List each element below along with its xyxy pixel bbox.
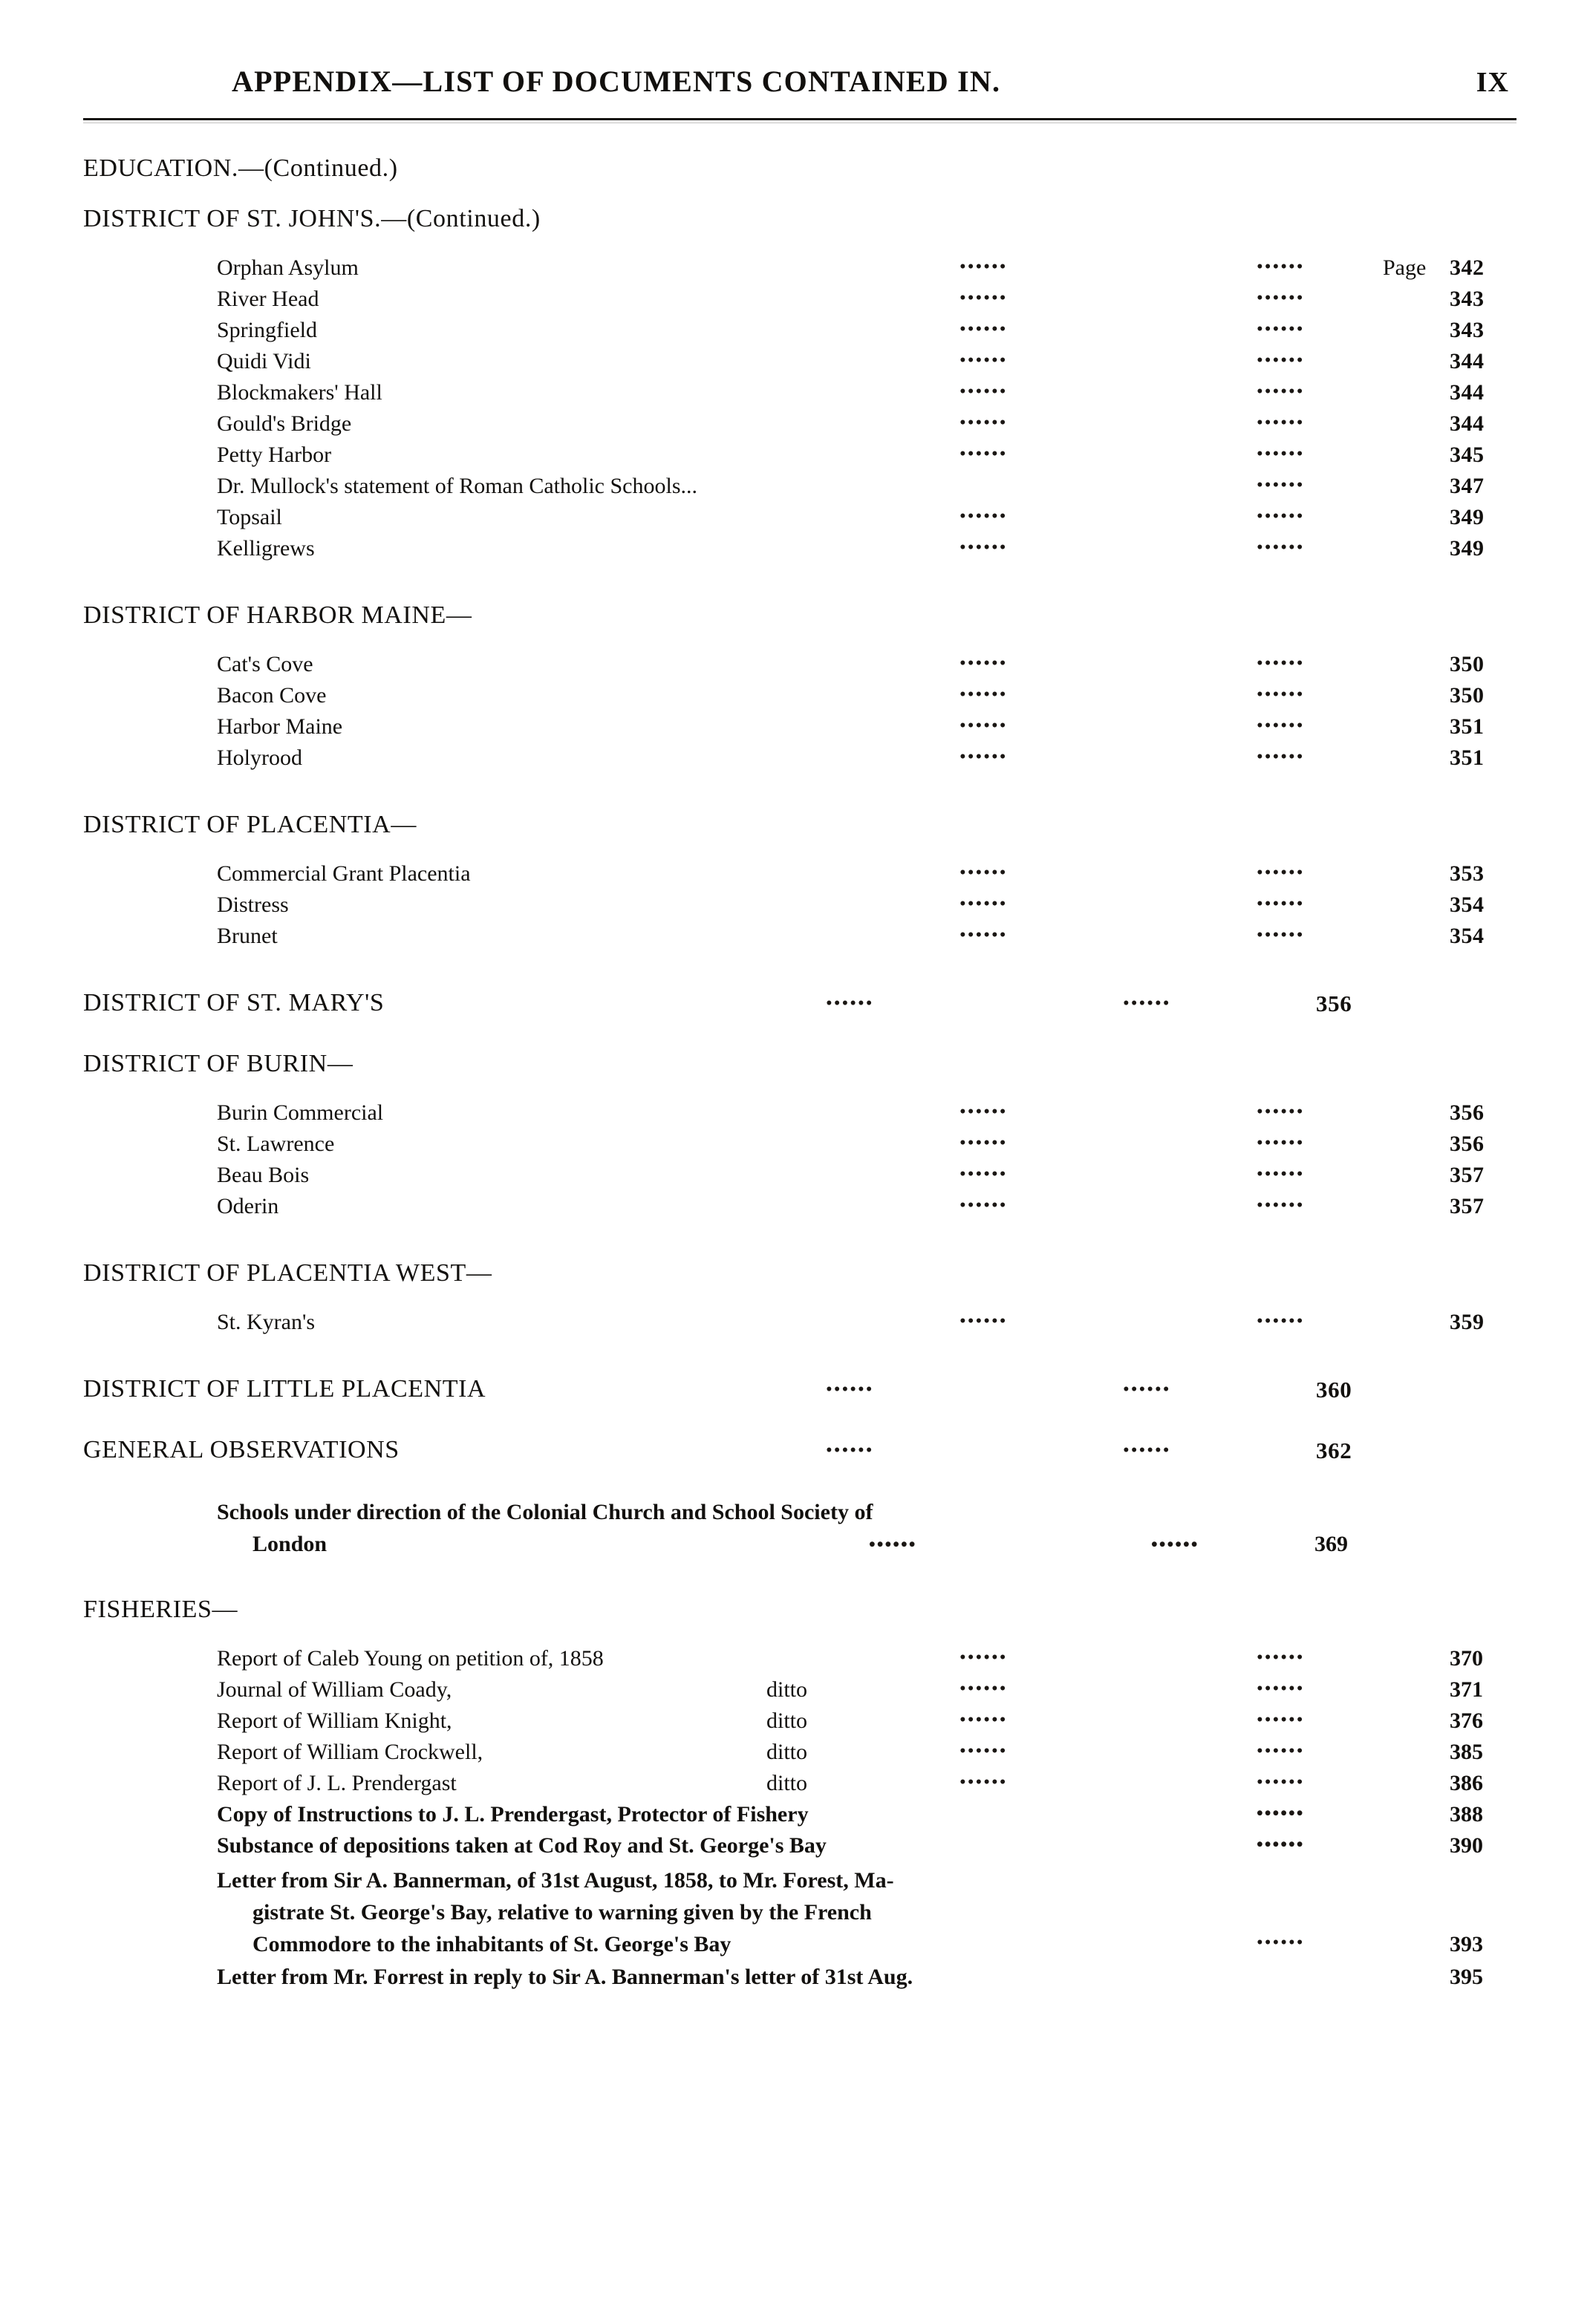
list-item bbox=[217, 443, 1485, 474]
long-entry-line-2: gistrate St. George's Bay, relative to warning given by the French bbox=[252, 1899, 872, 1925]
long-entry-forrest bbox=[217, 1961, 1483, 1994]
entry-page: 345 bbox=[1450, 443, 1485, 467]
entry-list-st-johns bbox=[217, 255, 1485, 567]
leader-dots: •••••• bbox=[1257, 288, 1305, 308]
colonial-church-note bbox=[217, 1497, 1435, 1561]
entry-list-harbor-maine bbox=[217, 652, 1485, 777]
entry-page: 347 bbox=[1450, 474, 1485, 498]
leader-dots: •••••• bbox=[1257, 1678, 1305, 1699]
entry-page: 342 bbox=[1450, 255, 1485, 280]
entry-page: 371 bbox=[1450, 1677, 1483, 1702]
list-item bbox=[217, 924, 1485, 955]
leader-dots: •••••• bbox=[959, 1740, 1008, 1761]
entry-page: 354 bbox=[1450, 924, 1485, 948]
leader-dots: •••••• bbox=[959, 1195, 1008, 1215]
list-item bbox=[217, 861, 1485, 892]
leader-dots: •••••• bbox=[1257, 716, 1305, 736]
list-item bbox=[217, 892, 1485, 924]
list-item bbox=[217, 1310, 1485, 1341]
list-item bbox=[217, 505, 1485, 536]
leader-dots: •••••• bbox=[959, 257, 1008, 277]
list-item bbox=[217, 745, 1485, 777]
page-content bbox=[83, 64, 1516, 1994]
long-entry-line-3: Commodore to the inhabitants of St. George's Bay bbox=[252, 1931, 732, 1956]
leader-dots: •••••• bbox=[959, 444, 1008, 464]
entry-label: Bacon Cove bbox=[217, 683, 327, 708]
list-item bbox=[217, 1739, 1483, 1771]
entry-page: 388 bbox=[1450, 1801, 1483, 1827]
entry-ditto: ditto bbox=[766, 1739, 808, 1764]
entry-page: 353 bbox=[1450, 861, 1485, 886]
entry-label: Burin Commercial bbox=[217, 1100, 384, 1125]
entry-label: Blockmakers' Hall bbox=[217, 380, 382, 405]
section-page: 362 bbox=[1316, 1437, 1352, 1463]
entry-label: Copy of Instructions to J. L. Prendergast, Protector of Fishery bbox=[217, 1801, 809, 1827]
leader-dots: •••••• bbox=[959, 506, 1008, 526]
entry-ditto: ditto bbox=[766, 1677, 808, 1702]
note-page: 369 bbox=[1314, 1531, 1348, 1556]
list-item bbox=[217, 1645, 1483, 1677]
long-entry-bannerman bbox=[217, 1864, 1483, 1961]
section-heading-little-placentia bbox=[83, 1375, 1516, 1414]
list-item bbox=[217, 380, 1485, 411]
leader-dots: •••••• bbox=[959, 350, 1008, 371]
entry-page: 349 bbox=[1450, 536, 1485, 561]
entry-page: 354 bbox=[1450, 892, 1485, 917]
entry-label: Report of J. L. Prendergast bbox=[217, 1770, 457, 1795]
leader-dots: •••••• bbox=[959, 1709, 1008, 1730]
leader-dots: •••••• bbox=[1257, 1647, 1305, 1668]
entry-label: Oderin bbox=[217, 1194, 279, 1218]
entry-page: 351 bbox=[1450, 714, 1485, 739]
leader-dots: •••••• bbox=[959, 1102, 1008, 1122]
entry-page: 350 bbox=[1450, 683, 1485, 708]
section-heading-education: EDUCATION.—(Continued.) bbox=[83, 154, 398, 182]
list-item bbox=[217, 287, 1485, 318]
leader-dots: •••••• bbox=[1257, 1311, 1305, 1331]
header-rule bbox=[83, 118, 1516, 120]
leader-dots: •••••• bbox=[1123, 1440, 1171, 1460]
leader-dots: •••••• bbox=[1257, 1195, 1305, 1215]
leader-dots: •••••• bbox=[959, 382, 1008, 402]
leader-dots: •••••• bbox=[1257, 653, 1305, 673]
leader-dots: •••••• bbox=[1257, 413, 1305, 433]
entry-label: Topsail bbox=[217, 505, 282, 529]
entry-label: Orphan Asylum bbox=[217, 255, 359, 280]
leader-dots: •••••• bbox=[1257, 685, 1305, 705]
entry-label: St. Lawrence bbox=[217, 1132, 335, 1156]
section-page: 360 bbox=[1316, 1377, 1352, 1403]
leader-dots: •••••• bbox=[959, 413, 1008, 433]
leader-dots: •••••• bbox=[1257, 747, 1305, 767]
leader-dots: •••••• bbox=[959, 1647, 1008, 1668]
leader-dots: •••••• bbox=[1257, 925, 1305, 945]
entry-label: Report of William Crockwell, bbox=[217, 1739, 483, 1764]
list-item bbox=[217, 1194, 1485, 1225]
list-item bbox=[217, 1100, 1485, 1132]
entry-page: 349 bbox=[1450, 505, 1485, 529]
note-line-2: London bbox=[252, 1531, 328, 1556]
entry-list-burin bbox=[217, 1100, 1485, 1225]
long-entry-line-1: Letter from Mr. Forrest in reply to Sir A. Bannerman's letter of 31st Aug. bbox=[217, 1964, 913, 1989]
section-heading-placentia-west: DISTRICT OF PLACENTIA WEST— bbox=[83, 1259, 492, 1287]
entry-label: Substance of depositions taken at Cod Roy and St. George's Bay bbox=[217, 1832, 827, 1858]
entry-page: 357 bbox=[1450, 1163, 1485, 1187]
leader-dots: •••••• bbox=[1257, 319, 1305, 339]
list-item bbox=[217, 411, 1485, 443]
leader-dots: •••••• bbox=[959, 863, 1008, 883]
entry-label: Kelligrews bbox=[217, 536, 315, 561]
section-heading-label: DISTRICT OF ST. MARY'S bbox=[83, 989, 385, 1016]
long-entry-line-3-row bbox=[252, 1928, 1483, 1961]
note-line-2-row bbox=[252, 1529, 1435, 1561]
entry-page: 385 bbox=[1450, 1739, 1483, 1764]
entry-ditto: ditto bbox=[766, 1708, 808, 1733]
leader-dots: •••••• bbox=[959, 685, 1008, 705]
long-entry-page: 395 bbox=[1450, 1964, 1483, 1989]
entry-page: 359 bbox=[1450, 1310, 1485, 1334]
leader-dots: •••••• bbox=[959, 716, 1008, 736]
entry-label: Holyrood bbox=[217, 745, 302, 770]
leader-dots: •••••• bbox=[1257, 1164, 1305, 1184]
leader-dots: •••••• bbox=[1257, 1709, 1305, 1730]
entry-label: Beau Bois bbox=[217, 1163, 310, 1187]
entry-page: 376 bbox=[1450, 1708, 1483, 1733]
list-item bbox=[217, 474, 1485, 505]
list-item bbox=[217, 714, 1485, 745]
entry-label: Petty Harbor bbox=[217, 443, 332, 467]
leader-dots: •••••• bbox=[826, 1380, 874, 1400]
leader-dots: •••••• bbox=[1257, 350, 1305, 371]
section-page: 356 bbox=[1316, 990, 1352, 1016]
leader-dots: •••••• bbox=[1257, 1102, 1305, 1122]
page-header bbox=[83, 64, 1516, 99]
leader-dots: •••••• bbox=[959, 894, 1008, 914]
entry-label: Report of William Knight, bbox=[217, 1708, 452, 1733]
leader-dots: •••••• bbox=[1123, 993, 1171, 1014]
leader-dots: •••••• bbox=[1151, 1534, 1199, 1555]
entry-page: 351 bbox=[1450, 745, 1485, 770]
entry-page: 357 bbox=[1450, 1194, 1485, 1218]
leader-dots: •••••• bbox=[1257, 894, 1305, 914]
list-item bbox=[217, 1163, 1485, 1194]
entry-page: 386 bbox=[1450, 1770, 1483, 1795]
long-entry-page: 393 bbox=[1450, 1931, 1483, 1956]
leader-dots: •••••• bbox=[1257, 382, 1305, 402]
leader-dots: •••••• bbox=[959, 747, 1008, 767]
leader-dots: •••••• bbox=[1257, 1772, 1305, 1792]
entry-page: 343 bbox=[1450, 287, 1485, 311]
section-heading-st-marys bbox=[83, 989, 1516, 1028]
leader-dots: •••••• bbox=[1257, 475, 1305, 495]
leader-dots: •••••• bbox=[1257, 863, 1305, 883]
section-heading-burin: DISTRICT OF BURIN— bbox=[83, 1050, 353, 1077]
entry-page: 344 bbox=[1450, 349, 1485, 373]
list-item bbox=[217, 536, 1485, 567]
entry-label: Commercial Grant Placentia bbox=[217, 861, 471, 886]
leader-dots: •••••• bbox=[959, 1164, 1008, 1184]
list-item bbox=[217, 255, 1485, 287]
list-item bbox=[217, 1770, 1483, 1802]
leader-dots: •••••• bbox=[959, 319, 1008, 339]
entry-label: Distress bbox=[217, 892, 289, 917]
section-heading-fisheries: FISHERIES— bbox=[83, 1595, 238, 1623]
entry-page: 343 bbox=[1450, 318, 1485, 342]
list-item bbox=[217, 1708, 1483, 1740]
long-entry-line-1: Letter from Sir A. Bannerman, of 31st August, 1858, to Mr. Forest, Ma- bbox=[217, 1867, 894, 1893]
leader-dots: •••••• bbox=[1123, 1380, 1171, 1400]
section-heading-general-observations bbox=[83, 1436, 1516, 1475]
list-item bbox=[217, 1132, 1485, 1163]
entry-label: Cat's Cove bbox=[217, 652, 313, 676]
leader-dots: •••••• bbox=[1257, 444, 1305, 464]
entry-page: 356 bbox=[1450, 1132, 1485, 1156]
entry-page: 344 bbox=[1450, 380, 1485, 405]
leader-dots: •••••• bbox=[826, 993, 874, 1014]
list-item bbox=[217, 1677, 1483, 1708]
entry-label: Brunet bbox=[217, 924, 278, 948]
entry-label: Journal of William Coady, bbox=[217, 1677, 452, 1702]
leader-dots: •••••• bbox=[1257, 1133, 1305, 1153]
entry-label: Springfield bbox=[217, 318, 317, 342]
entry-list-placentia-west bbox=[217, 1310, 1485, 1341]
section-heading-placentia: DISTRICT OF PLACENTIA— bbox=[83, 811, 417, 838]
leader-dots: •••••• bbox=[1257, 257, 1305, 277]
leader-dots: •••••• bbox=[1257, 506, 1305, 526]
leader-dots: •••••• bbox=[959, 1133, 1008, 1153]
leader-dots: •••••• bbox=[959, 653, 1008, 673]
entry-list-placentia bbox=[217, 861, 1485, 955]
leader-dots: •••••• bbox=[959, 288, 1008, 308]
leader-dots: •••••• bbox=[826, 1440, 874, 1460]
list-item bbox=[217, 349, 1485, 380]
leader-dots: •••••• bbox=[959, 538, 1008, 558]
section-heading-label: DISTRICT OF LITTLE PLACENTIA bbox=[83, 1375, 486, 1403]
entry-label: River Head bbox=[217, 287, 319, 311]
entry-label: Quidi Vidi bbox=[217, 349, 311, 373]
list-item bbox=[217, 683, 1485, 714]
entry-label: St. Kyran's bbox=[217, 1310, 316, 1334]
entry-label: Harbor Maine bbox=[217, 714, 343, 739]
entry-ditto: ditto bbox=[766, 1770, 808, 1795]
page-word: Page bbox=[1383, 255, 1427, 280]
entry-list-fisheries bbox=[217, 1645, 1483, 1994]
entry-page: 350 bbox=[1450, 652, 1485, 676]
list-item bbox=[217, 1801, 1483, 1833]
leader-dots: •••••• bbox=[1257, 538, 1305, 558]
page-title: APPENDIX—LIST OF DOCUMENTS CONTAINED IN. bbox=[232, 65, 1001, 98]
note-line-1: Schools under direction of the Colonial Church and School Society of bbox=[217, 1500, 873, 1524]
entry-page: 356 bbox=[1450, 1100, 1485, 1125]
leader-dots: •••••• bbox=[959, 1311, 1008, 1331]
leader-dots: •••••• bbox=[869, 1534, 917, 1555]
list-item bbox=[217, 318, 1485, 349]
entry-label: Report of Caleb Young on petition of, 1858 bbox=[217, 1645, 604, 1671]
list-item bbox=[217, 652, 1485, 683]
folio-number: IX bbox=[1476, 67, 1509, 98]
entry-page: 370 bbox=[1450, 1645, 1483, 1671]
leader-dots: •••••• bbox=[1257, 1740, 1305, 1761]
leader-dots: •••••• bbox=[959, 925, 1008, 945]
entry-label: Dr. Mullock's statement of Roman Catholic Schools... bbox=[217, 474, 698, 498]
leader-dots: •••••• bbox=[1257, 1932, 1305, 1953]
list-item bbox=[217, 1832, 1483, 1864]
leader-dots: •••••• bbox=[959, 1678, 1008, 1699]
entry-label: Gould's Bridge bbox=[217, 411, 352, 436]
section-heading-label: GENERAL OBSERVATIONS bbox=[83, 1436, 400, 1463]
leader-dots: •••••• bbox=[1257, 1834, 1305, 1855]
section-subheading-st-johns: DISTRICT OF ST. JOHN'S.—(Continued.) bbox=[83, 205, 541, 232]
entry-page: 390 bbox=[1450, 1832, 1483, 1858]
section-heading-harbor-maine: DISTRICT OF HARBOR MAINE— bbox=[83, 601, 472, 629]
leader-dots: •••••• bbox=[959, 1772, 1008, 1792]
leader-dots: •••••• bbox=[1257, 1803, 1305, 1824]
entry-page: 344 bbox=[1450, 411, 1485, 436]
